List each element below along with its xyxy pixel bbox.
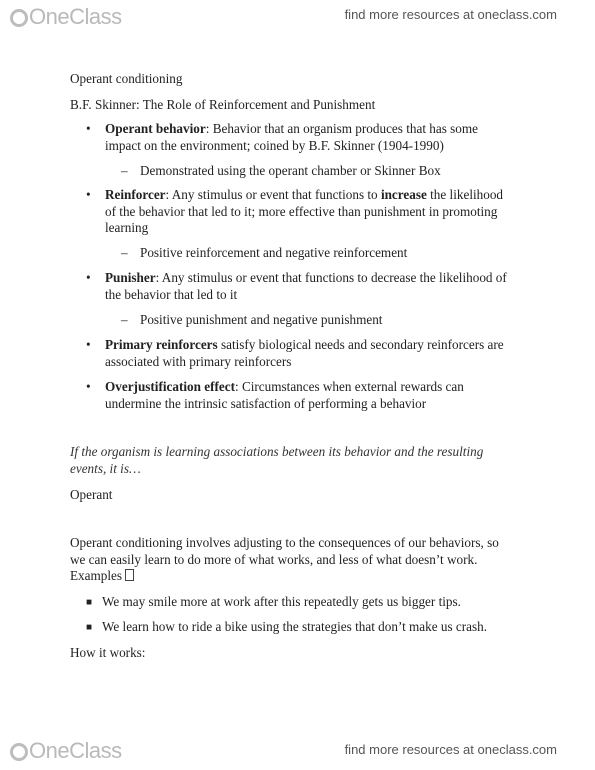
answer-text: Operant <box>70 487 113 502</box>
definition-text: of the behavior that led to it; more effective than punishment in promoting <box>105 203 498 219</box>
doc-title: Operant conditioning <box>70 71 183 86</box>
definition-text: the behavior that led to it <box>105 286 238 302</box>
paragraph-line: we can easily learn to do more of what works, and less of what doesn’t work. <box>70 551 478 567</box>
definition-text: satisfy biological needs and secondary reinforcers are <box>217 337 504 352</box>
square-bullet-icon: ■ <box>86 597 93 608</box>
dash-icon: – <box>121 245 128 260</box>
dash-icon: – <box>121 163 128 178</box>
dash-icon: – <box>121 312 128 327</box>
doc-subtitle: B.F. Skinner: The Role of Reinforcement and Punishment <box>70 97 376 112</box>
sub-list-item <box>121 312 382 328</box>
footer-resources-link[interactable]: find more resources at oneclass.com <box>344 742 557 757</box>
sub-item-text: Positive punishment and negative punishment <box>140 312 383 327</box>
definition-text: : Circumstances when external rewards can <box>235 379 464 394</box>
how-it-works-heading: How it works: <box>70 645 146 660</box>
definition-text: associated with primary reinforcers <box>105 353 292 369</box>
definition-text: : Behavior that an organism produces that has some <box>205 121 478 136</box>
term: Primary reinforcers <box>105 337 218 352</box>
definition-text: impact on the environment; coined by B.F. Skinner (1904-1990) <box>105 137 444 153</box>
definition-text: : Any stimulus or event that functions to <box>165 187 381 202</box>
definition-text: learning <box>105 220 149 235</box>
paragraph <box>70 535 540 585</box>
sub-item-text: Demonstrated using the operant chamber or Skinner Box <box>140 163 441 178</box>
term: Operant behavior <box>105 121 206 136</box>
bullet-icon: • <box>86 379 91 394</box>
bullet-icon: • <box>86 121 91 136</box>
header-resources-link[interactable]: find more resources at oneclass.com <box>344 7 557 22</box>
term: Punisher <box>105 270 156 285</box>
bullet-icon: • <box>86 187 91 202</box>
paragraph-line: Operant conditioning involves adjusting to the consequences of our behaviors, so <box>70 535 499 550</box>
logo-text: OneClass <box>29 4 122 29</box>
square-bullet-icon: ■ <box>86 622 93 633</box>
bullet-icon: • <box>86 270 91 285</box>
logo-text: OneClass <box>29 738 122 763</box>
example-text: We may smile more at work after this repeatedly gets us bigger tips. <box>102 594 461 609</box>
oneclass-logo[interactable] <box>10 4 122 30</box>
list-item <box>86 619 487 635</box>
sub-item-text: Positive reinforcement and negative reinforcement <box>140 245 408 260</box>
sub-list-item <box>121 163 441 179</box>
emphasis-text: increase <box>380 187 427 202</box>
definition-text: the likelihood <box>426 187 504 202</box>
sub-list-item <box>121 245 407 261</box>
footer-oneclass-logo[interactable] <box>10 738 122 764</box>
question-line: events, it is… <box>70 460 141 476</box>
question-line: If the organism is learning associations between its behavior and the resulting <box>70 444 484 459</box>
list-item <box>86 594 461 610</box>
definition-text: undermine the intrinsic satisfaction of performing a behavior <box>105 395 427 411</box>
term: Overjustification effect <box>105 379 235 394</box>
logo-circle-icon <box>10 9 28 27</box>
question-text <box>70 444 530 477</box>
bullet-icon: • <box>86 337 91 352</box>
logo-circle-icon <box>10 743 28 761</box>
definition-text: : Any stimulus or event that functions to decrease the likelihood of <box>155 270 507 285</box>
paragraph-line: Examples <box>70 568 126 583</box>
term: Reinforcer <box>105 187 166 202</box>
placeholder-box-icon <box>125 569 134 581</box>
example-text: We learn how to ride a bike using the strategies that don’t make us crash. <box>102 619 488 634</box>
